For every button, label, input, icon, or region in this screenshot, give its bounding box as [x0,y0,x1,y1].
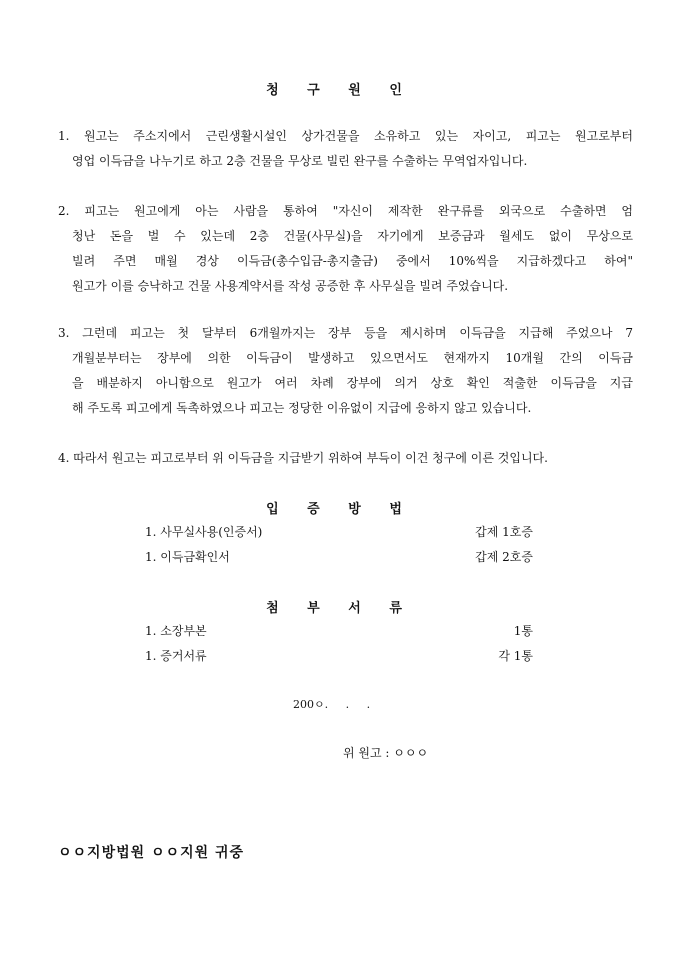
paragraph-line: 3. 그런데 피고는 첫 달부터 6개월까지는 장부 등을 제시하며 이득금을 지급해 주었으나 7 [58,326,633,340]
attachments-heading: 첨 부 서 류 [266,601,414,616]
attachment-row [145,646,533,666]
attachment-item: 1. 소장부본 [145,624,207,638]
paragraph-4 [58,446,633,471]
attachment-count: 각 1통 [498,649,533,663]
filing-date: 200ㅇ. . . [293,698,371,711]
paragraph-2 [58,199,633,299]
evidence-row [145,547,533,567]
paragraph-line: 해 주도록 피고에게 독촉하였으나 피고는 정당한 이유없이 지급에 응하지 않고 있습니다. [72,401,532,415]
paragraph-line: 1. 원고는 주소지에서 근린생활시설인 상가건물을 소유하고 있는 자이고, 피고는 원고로부터 [58,129,633,143]
paragraph-line: 을 배분하지 아니함으로 원고가 여러 차례 장부에 의거 상호 확인 적출한 이득금을 지급 [72,376,633,390]
paragraph-line: 빌려 주면 매월 경상 이득금(총수입금-총지출금) 중에서 10%씩을 지급하겠다고 하여" [72,254,633,268]
paragraph-3 [58,321,633,421]
paragraph-line: 영업 이득금을 나누기로 하고 2층 건물을 무상로 빌린 완구를 수출하는 무역업자입니다. [72,154,528,168]
paragraph-line: 2. 피고는 원고에게 아는 사람을 통하여 "자신이 제작한 완구류를 외국으로 수출하면 엄 [58,204,633,218]
plaintiff-signature: 위 원고 : ㅇㅇㅇ [343,746,429,760]
evidence-heading: 입 증 방 법 [266,502,414,517]
evidence-code: 갑제 2호증 [475,550,533,564]
evidence-item: 1. 사무실사용(인증서) [145,525,263,539]
attachment-count: 1통 [513,624,533,638]
attachment-row [145,621,533,641]
paragraph-1 [58,124,633,174]
paragraph-line: 청난 돈을 벌 수 있는데 2층 건물(사무실)을 자기에게 보증금과 월세도 없이 무상으로 [72,229,633,243]
cause-heading: 청 구 원 인 [266,83,414,98]
paragraph-line: 4. 따라서 원고는 피고로부터 위 이득금을 지급받기 위하여 부득이 이건 청구에 이른 것입니다. [58,451,548,465]
paragraph-line: 원고가 이를 승낙하고 건물 사용계약서를 작성 공증한 후 사무실을 빌려 주었습니다. [72,279,509,293]
evidence-item: 1. 이득금확인서 [145,550,230,564]
paragraph-line: 개월분부터는 장부에 의한 이득금이 발생하고 있으면서도 현재까지 10개월 간의 이득금 [72,351,633,365]
court-addressee: ㅇㅇ지방법원 ㅇㅇ지원 귀중 [58,845,245,861]
evidence-code: 갑제 1호증 [475,525,533,539]
evidence-row [145,522,533,542]
attachment-item: 1. 증거서류 [145,649,207,663]
